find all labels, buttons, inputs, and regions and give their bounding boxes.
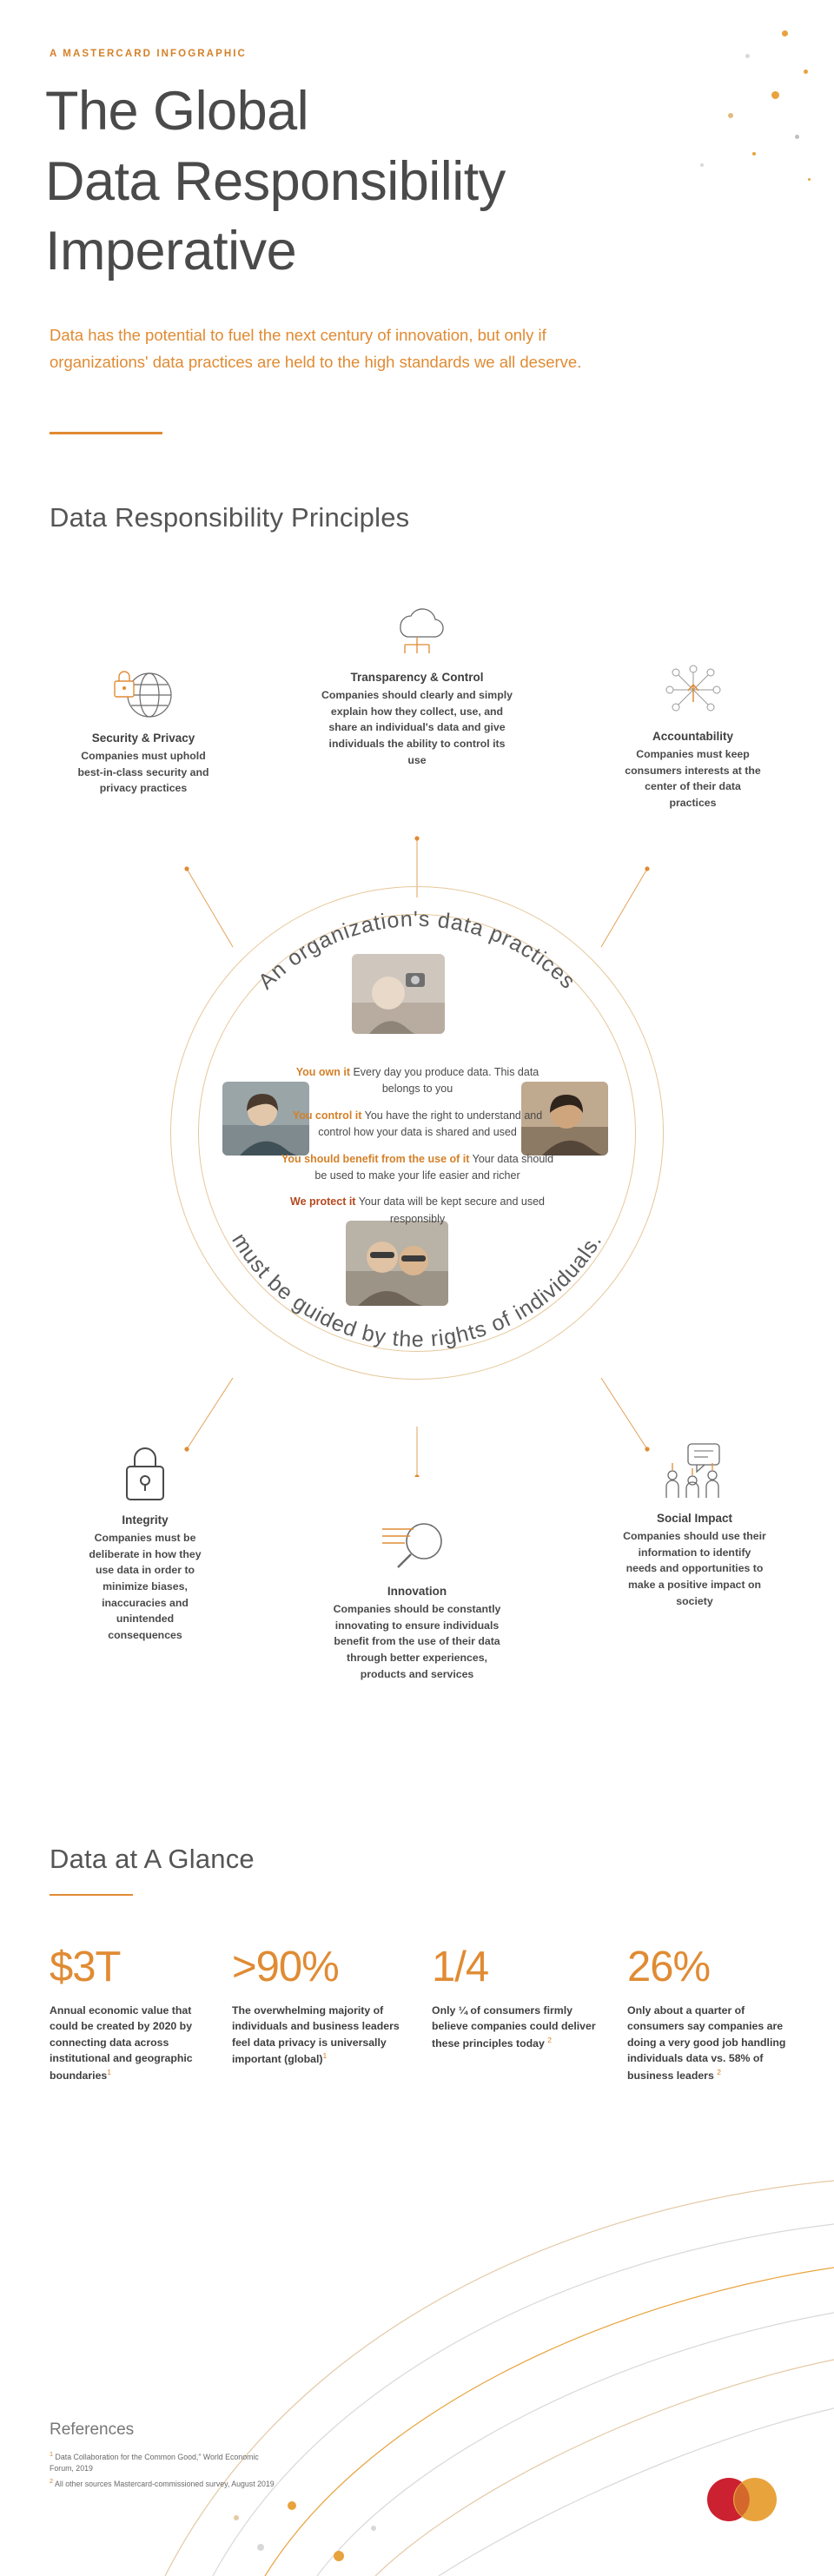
principle-accountability (599, 659, 786, 811)
stat-caption (432, 2003, 597, 2051)
photo-top-selfie (352, 954, 445, 1034)
circle-item-0 (276, 1064, 559, 1098)
reference-item (50, 2450, 275, 2473)
stat-privacy-important (232, 1946, 406, 2068)
stat-footnote: 1 (322, 2051, 328, 2061)
stat-good-job-handling (627, 1946, 797, 2083)
page-title-line-1: The Global (45, 81, 309, 142)
principle-body: Companies must keep consumers interests at the center of their data practices (625, 748, 761, 810)
reference-number: 1 (50, 2450, 54, 2458)
reference-text: All other sources Mastercard-commissioned survey, August 2019 (55, 2480, 275, 2489)
subheadline: Data has the potential to fuel the next century of innovation, but only if organizations' data practices are held to the high standards we all deserve. (50, 326, 582, 372)
mastercard-logo (700, 2474, 784, 2525)
principle-security-privacy (52, 660, 235, 797)
divider-rule (50, 432, 162, 434)
arc-text-bottom: must be guided by the rights of individuals. (227, 1228, 607, 1352)
cloud-network-icon (300, 599, 534, 662)
circle-item-text: You have the right to understand and control how your data is shared and used (318, 1109, 543, 1139)
decor-dot (808, 178, 811, 181)
principle-transparency-control (300, 599, 534, 768)
magnifier-icon (304, 1513, 530, 1576)
references-title: References (50, 2420, 135, 2439)
circle-item-lead: You should benefit from the use of it (281, 1152, 470, 1165)
reference-text: Data Collaboration for the Common Good," World Economic Forum, 2019 (50, 2452, 259, 2473)
principle-social-impact (601, 1440, 788, 1609)
page-title (45, 76, 758, 287)
stat-caption-text: Only ¼ of consumers firmly believe companies could deliver these principles today (432, 2004, 596, 2050)
principle-innovation (304, 1513, 530, 1682)
arc-text-top: An organization's data practices (254, 906, 581, 995)
stat-caption (50, 2003, 219, 2083)
circle-item-text: Your data should be used to make your life easier and richer (314, 1152, 554, 1182)
decor-dot (795, 135, 799, 139)
stat-consumers-believe (432, 1946, 597, 2051)
decor-dot (804, 70, 808, 74)
divider-rule-glance (50, 1894, 133, 1896)
stat-footnote: 1 (107, 2067, 112, 2076)
node-network-icon (599, 659, 786, 721)
padlock-icon (54, 1442, 236, 1505)
stat-caption (627, 2003, 797, 2083)
references-list (50, 2450, 275, 2493)
stat-caption-text: Only about a quarter of consumers say companies are doing a very good job handling individuals data vs. 58% of business leaders (627, 2004, 786, 2082)
circle-item-lead: You control it (292, 1109, 362, 1122)
circle-item-text: Every day you produce data. This data belongs to you (350, 1066, 539, 1096)
principle-title: Security & Privacy (91, 732, 195, 745)
principle-body: Companies should be constantly innovating to ensure individuals benefit from the use of their data through better experiences, products and services (333, 1603, 501, 1680)
section-title-glance: Data at A Glance (50, 1844, 255, 1874)
circle-center-copy (276, 1064, 559, 1237)
principle-title: Accountability (652, 730, 733, 743)
principle-body: Companies must be deliberate in how they use data in order to minimize biases, inaccuracies and unintended consequences (89, 1532, 202, 1642)
page-title-line-2: Data Responsibility (45, 150, 506, 212)
page-title-line-3: Imperative (45, 221, 297, 282)
stat-economic-value (50, 1946, 219, 2083)
people-chat-icon (601, 1440, 788, 1503)
stat-caption-text: The overwhelming majority of individuals and business leaders feel data privacy is universally important (global) (232, 2004, 400, 2066)
principle-title: Transparency & Control (350, 671, 484, 684)
stat-footnote: 2 (547, 2035, 552, 2044)
circle-item-text: Your data will be kept secure and used responsibly (355, 1195, 545, 1225)
stat-value: 1/4 (432, 1944, 489, 1990)
circle-item-3 (276, 1194, 559, 1228)
principle-body: Companies should use their information to identify needs and opportunities to make a positive impact on society (623, 1530, 766, 1607)
circle-item-lead: We protect it (290, 1195, 356, 1209)
eyebrow-label: A MASTERCARD INFOGRAPHIC (50, 49, 247, 59)
stat-value: 26% (627, 1944, 711, 1990)
section-title-principles: Data Responsibility Principles (50, 502, 410, 533)
stat-caption-text: Annual economic value that could be created by 2020 by connecting data across institutional and geographic boundaries (50, 2004, 193, 2082)
stat-value: >90% (232, 1944, 339, 1990)
principle-title: Social Impact (656, 1512, 733, 1525)
decor-dot (771, 91, 779, 99)
globe-lock-icon (52, 660, 235, 723)
circle-item-1 (276, 1108, 559, 1142)
circle-item-2 (276, 1151, 559, 1185)
principle-title: Innovation (387, 1585, 447, 1598)
decor-dot (782, 30, 788, 36)
principle-integrity (54, 1442, 236, 1644)
principle-body: Companies must uphold best-in-class security and privacy practices (77, 750, 209, 795)
reference-item (50, 2477, 275, 2490)
stat-value: $3T (50, 1944, 121, 1990)
reference-number: 2 (50, 2477, 54, 2486)
principle-body: Companies should clearly and simply explain how they collect, use, and share an individual's data and give individuals the ability to control its use (321, 689, 513, 766)
decor-dot (745, 54, 750, 58)
principle-title: Integrity (122, 1513, 169, 1526)
stat-caption (232, 2003, 406, 2068)
stat-footnote: 2 (717, 2067, 721, 2076)
circle-item-lead: You own it (295, 1066, 350, 1078)
